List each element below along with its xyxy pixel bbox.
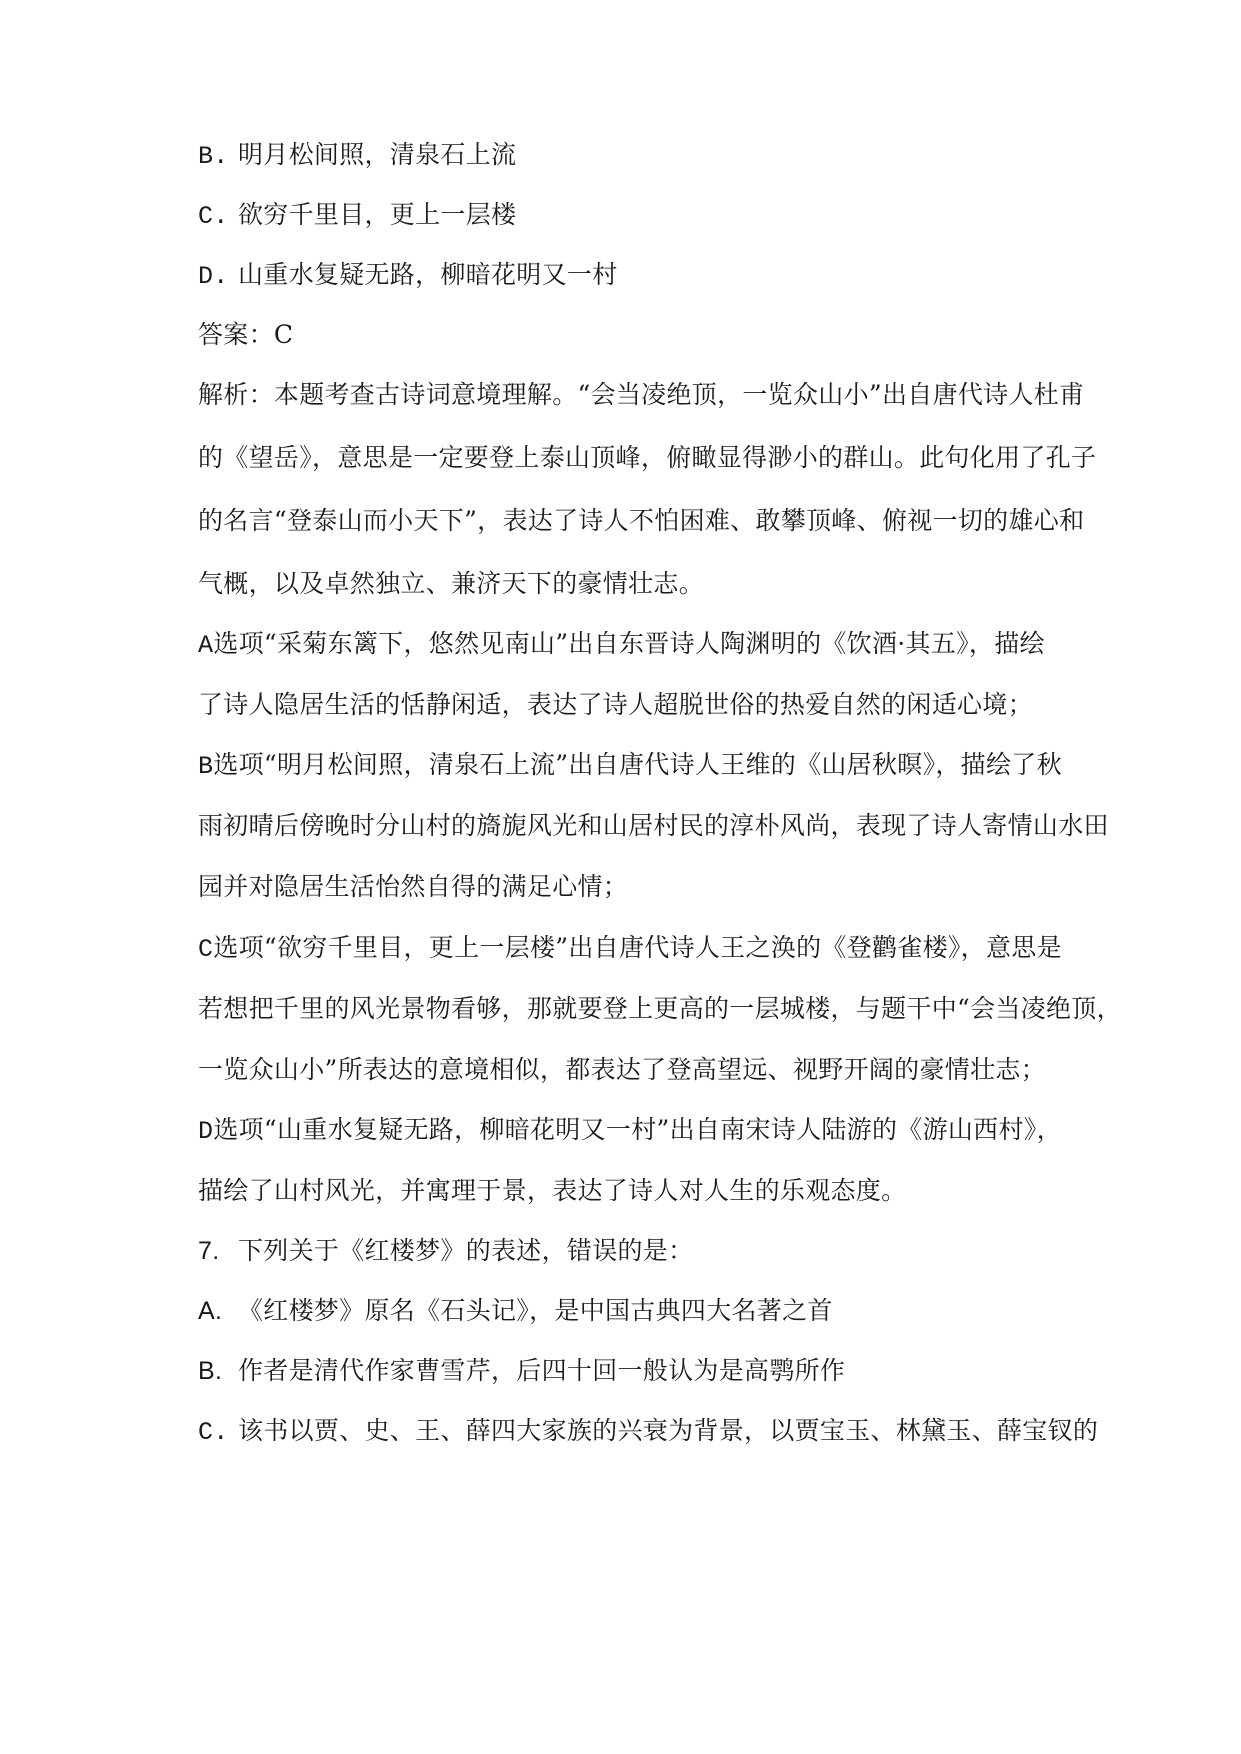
explanation-a-line: 了诗人隐居生活的恬静闲适，表达了诗人超脱世俗的热爱自然的闲适心境； bbox=[198, 690, 1033, 719]
option-label: C. bbox=[198, 1418, 229, 1447]
explanation-b-line bbox=[198, 747, 1062, 785]
option-c bbox=[198, 197, 516, 235]
option-text: 《红楼梦》原名《石头记》，是中国古典四大名著之首 bbox=[238, 1296, 833, 1325]
option-label: D. bbox=[198, 262, 229, 291]
option-text: 明月松间照，清泉石上流 bbox=[238, 140, 517, 169]
option-d bbox=[198, 257, 618, 295]
option-text: 该书以贾、史、王、薛四大家族的兴衰为背景，以贾宝玉、林黛玉、薛宝钗的 bbox=[238, 1416, 1099, 1445]
explanation-c-line bbox=[198, 930, 1062, 968]
question-7-option-b bbox=[198, 1353, 845, 1389]
question-number: 7. bbox=[198, 1237, 220, 1265]
explanation-a-line bbox=[198, 626, 1045, 664]
option-label: B. bbox=[198, 1357, 223, 1385]
explanation-lead: B bbox=[198, 752, 214, 781]
option-text: 作者是清代作家曹雪芹，后四十回一般认为是高鹗所作 bbox=[238, 1356, 846, 1385]
option-label: A. bbox=[198, 1297, 223, 1325]
explanation-lead: D bbox=[198, 1117, 214, 1146]
explanation-lead: A bbox=[198, 631, 214, 660]
answer-line: 答案：C bbox=[198, 320, 294, 349]
option-b bbox=[198, 137, 516, 175]
explanation-text: 选项“采菊东篱下，悠然见南山”出自东晋诗人陶渊明的《饮酒·其五》，描绘 bbox=[213, 629, 1045, 658]
explanation-c-line: 一览众山小”所表达的意境相似，都表达了登高望远、视野开阔的豪情壮志； bbox=[198, 1055, 1046, 1084]
explanation-b-line: 雨初晴后傍晚时分山村的旖旎风光和山居村民的淳朴风尚，表现了诗人寄情山水田 bbox=[198, 811, 1109, 840]
explanation-d-line bbox=[198, 1112, 1062, 1150]
explanation-text: 选项“山重水复疑无路，柳暗花明又一村”出自南宋诗人陆游的《游山西村》， bbox=[213, 1115, 1062, 1144]
analysis-line: 气概，以及卓然独立、兼济天下的豪情壮志。 bbox=[198, 569, 705, 598]
explanation-text: 选项“欲穷千里目，更上一层楼”出自唐代诗人王之涣的《登鹳雀楼》，意思是 bbox=[213, 933, 1062, 962]
question-stem: 下列关于《红楼梦》的表述，错误的是： bbox=[238, 1236, 694, 1265]
explanation-c-line: 若想把千里的风光景物看够，那就要登上更高的一层城楼，与题干中“会当凌绝顶， bbox=[198, 994, 1122, 1023]
question-7-option-c bbox=[198, 1413, 1098, 1451]
option-label: C. bbox=[198, 202, 229, 231]
option-text: 欲穷千里目，更上一层楼 bbox=[238, 200, 517, 229]
explanation-b-line: 园并对隐居生活怡然自得的满足心情； bbox=[198, 872, 629, 901]
option-text: 山重水复疑无路，柳暗花明又一村 bbox=[238, 260, 618, 289]
analysis-line: 解析：本题考查古诗词意境理解。“会当凌绝顶，一览众山小”出自唐代诗人杜甫 bbox=[198, 380, 1085, 409]
analysis-line: 的《望岳》，意思是一定要登上泰山顶峰，俯瞰显得渺小的群山。此句化用了孔子 bbox=[198, 443, 1097, 472]
explanation-text: 选项“明月松间照，清泉石上流”出自唐代诗人王维的《山居秋暝》，描绘了秋 bbox=[213, 750, 1062, 779]
explanation-lead: C bbox=[198, 935, 214, 964]
option-label: B. bbox=[198, 142, 229, 171]
question-7-stem bbox=[198, 1233, 693, 1269]
question-7-option-a bbox=[198, 1293, 833, 1329]
explanation-d-line: 描绘了山村风光，并寓理于景，表达了诗人对人生的乐观态度。 bbox=[198, 1176, 907, 1205]
analysis-line: 的名言“登泰山而小天下”，表达了诗人不怕困难、敢攀顶峰、俯视一切的雄心和 bbox=[198, 506, 1085, 535]
